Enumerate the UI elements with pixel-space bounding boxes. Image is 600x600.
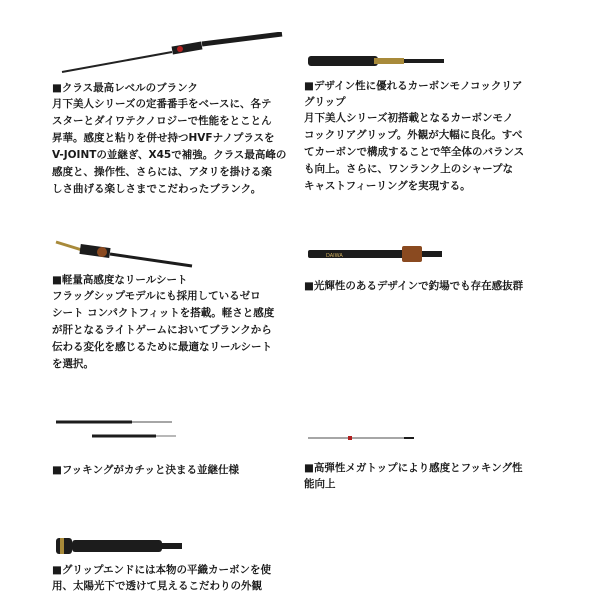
feature-line: てカーボンで構成することで竿全体のバランス [304,146,525,158]
feature-line: シート コンパクトフィットを搭載。軽さと感度 [52,307,275,319]
feature-line: フラッグシップモデルにも採用しているゼロ [52,290,261,302]
feature-line: キャストフィーリングを実現する。 [304,180,471,192]
feature-reel-seat [52,236,288,373]
feature-line: 用、太陽光下で透けて見えるこだわりの外観 [52,580,262,592]
reel-seat-icon [52,236,288,272]
joint-sections-icon [52,416,288,456]
feature-line: スターとダイワテクノロジーで性能をとことん [52,115,272,127]
feature-line: V-JOINTの並継ぎ、X45で補強。クラス最高峰の [52,149,287,161]
feature-title-cont: グリップ [304,96,346,108]
feature-line: 月下美人シリーズの定番番手をベースに、各テ [52,98,272,110]
feature-line: が肝となるライトゲームにおいてブランクから [52,324,272,336]
feature-mega-top [304,430,540,492]
feature-title-cont: 能向上 [304,478,336,490]
feature-line: 感度と、操作性、さらには、アタリを掛ける楽 [52,166,272,178]
feature-blank [52,32,288,198]
feature-title: ■フッキングがカチッと決まる並継仕様 [52,464,240,476]
feature-line: 昇華。感度と粘りを併せ持つHVFナノプラスを [52,132,275,144]
mega-top-icon [304,430,540,450]
feature-title: ■軽量高感度なリールシート [52,274,188,286]
feature-line: 月下美人シリーズ初搭載となるカーボンモノ [304,112,514,124]
logo-text: DAIWA [326,253,343,259]
feature-grip-end [52,532,288,595]
feature-title: ■高弾性メガトップにより感度とフッキング性 [304,462,523,474]
feature-line: しさ曲げる楽しさまでこだわったブランク。 [52,183,262,195]
feature-design [304,240,540,294]
feature-title: ■デザイン性に優れるカーボンモノコックリア [304,80,523,92]
grip-end-icon [52,532,288,562]
feature-title: ■光輝性のあるデザインで釣場でも存在感抜群 [304,280,524,292]
rear-grip-icon [304,42,540,78]
feature-rear-grip [304,42,540,195]
feature-line: 伝わる変化を感じるために最適なリールシート [52,341,273,353]
feature-line: を選択。 [52,358,94,370]
feature-title: ■クラス最高レベルのブランク [52,82,198,94]
feature-title: ■グリップエンドには本物の平織カーボンを使 [52,564,271,576]
feature-line: も向上。さらに、ワンランク上のシャープな [304,163,514,175]
rod-blank-icon [52,32,288,80]
rod-logo-icon [304,240,540,270]
feature-joint [52,416,288,478]
feature-line: コックリアグリップ。外観が大幅に良化。すべ [304,129,523,141]
